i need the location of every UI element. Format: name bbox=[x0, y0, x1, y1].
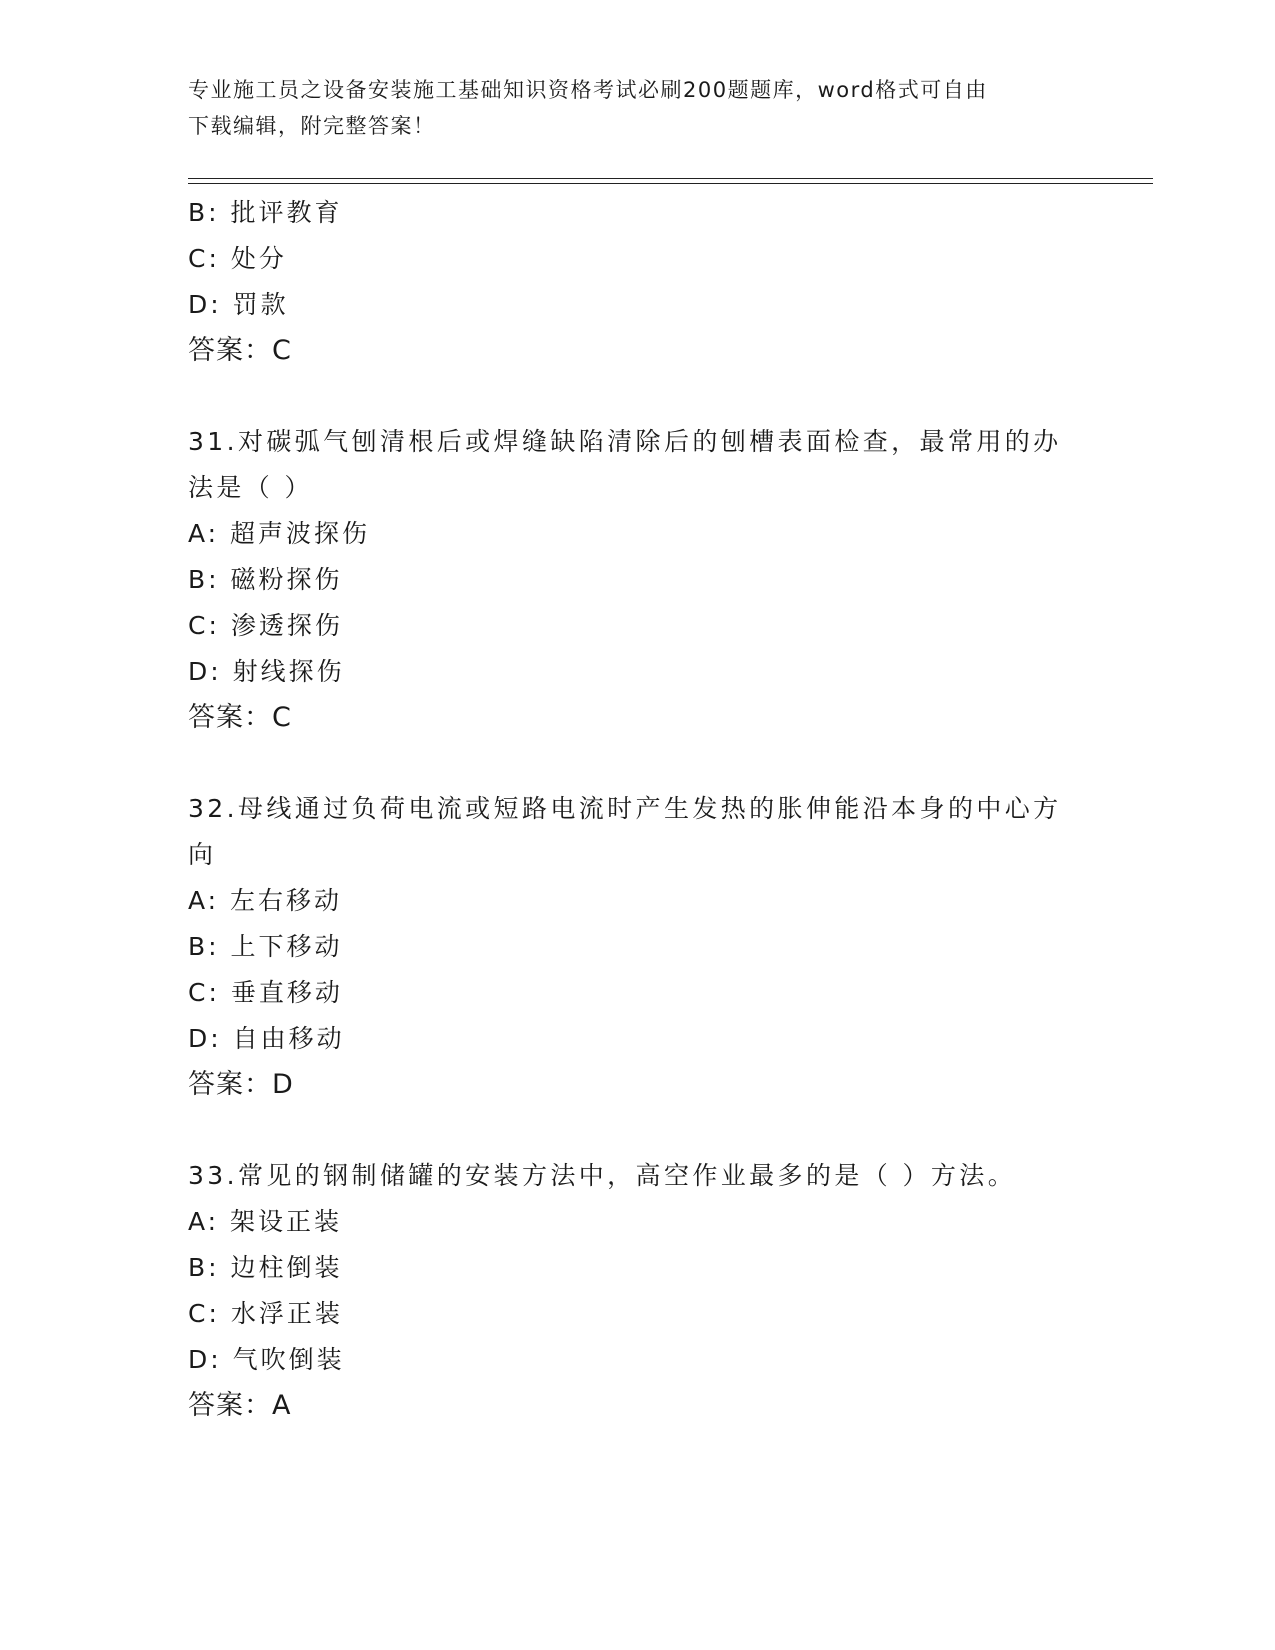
option-d: D: 自由移动 bbox=[188, 1024, 345, 1053]
spacer bbox=[188, 1108, 1088, 1153]
document-header bbox=[188, 72, 1088, 144]
answer-line: 答案：A bbox=[188, 1390, 292, 1421]
question-30-continued bbox=[188, 190, 1088, 374]
option-d: D: 罚款 bbox=[188, 290, 289, 319]
answer-line: 答案：C bbox=[188, 702, 292, 733]
header-title-line1: 专业施工员之设备安装施工基础知识资格考试必刷200题题库，word格式可自由 bbox=[188, 78, 988, 102]
answer-line: 答案：D bbox=[188, 1069, 294, 1100]
question-text-line2: 法是（ ） bbox=[188, 473, 313, 502]
option-d: D: 气吹倒装 bbox=[188, 1345, 345, 1374]
option-a: A: 左右移动 bbox=[188, 886, 343, 915]
option-a: A: 架设正装 bbox=[188, 1207, 343, 1236]
option-b: B: 边柱倒装 bbox=[188, 1253, 343, 1282]
question-text-line1: 31.对碳弧气刨清根后或焊缝缺陷清除后的刨槽表面检查，最常用的办 bbox=[188, 427, 1062, 456]
option-c: C: 处分 bbox=[188, 244, 287, 273]
header-title-line2: 下载编辑，附完整答案！ bbox=[188, 114, 436, 138]
question-33 bbox=[188, 1153, 1088, 1429]
document-body bbox=[188, 190, 1088, 1429]
option-c: C: 渗透探伤 bbox=[188, 611, 343, 640]
question-32 bbox=[188, 786, 1088, 1108]
answer-line: 答案：C bbox=[188, 335, 292, 366]
question-31 bbox=[188, 419, 1088, 741]
spacer bbox=[188, 374, 1088, 419]
spacer bbox=[188, 741, 1088, 786]
option-a: A: 超声波探伤 bbox=[188, 519, 371, 548]
question-text-line1: 33.常见的钢制储罐的安装方法中，高空作业最多的是（ ）方法。 bbox=[188, 1161, 1017, 1190]
option-b: B: 批评教育 bbox=[188, 198, 343, 227]
question-text-line2: 向 bbox=[188, 840, 217, 869]
option-b: B: 磁粉探伤 bbox=[188, 565, 343, 594]
header-divider-top bbox=[188, 178, 1153, 179]
question-text-line1: 32.母线通过负荷电流或短路电流时产生发热的胀伸能沿本身的中心方 bbox=[188, 794, 1062, 823]
option-c: C: 水浮正装 bbox=[188, 1299, 343, 1328]
option-c: C: 垂直移动 bbox=[188, 978, 343, 1007]
option-d: D: 射线探伤 bbox=[188, 657, 345, 686]
header-divider-bottom bbox=[188, 183, 1153, 184]
option-b: B: 上下移动 bbox=[188, 932, 343, 961]
